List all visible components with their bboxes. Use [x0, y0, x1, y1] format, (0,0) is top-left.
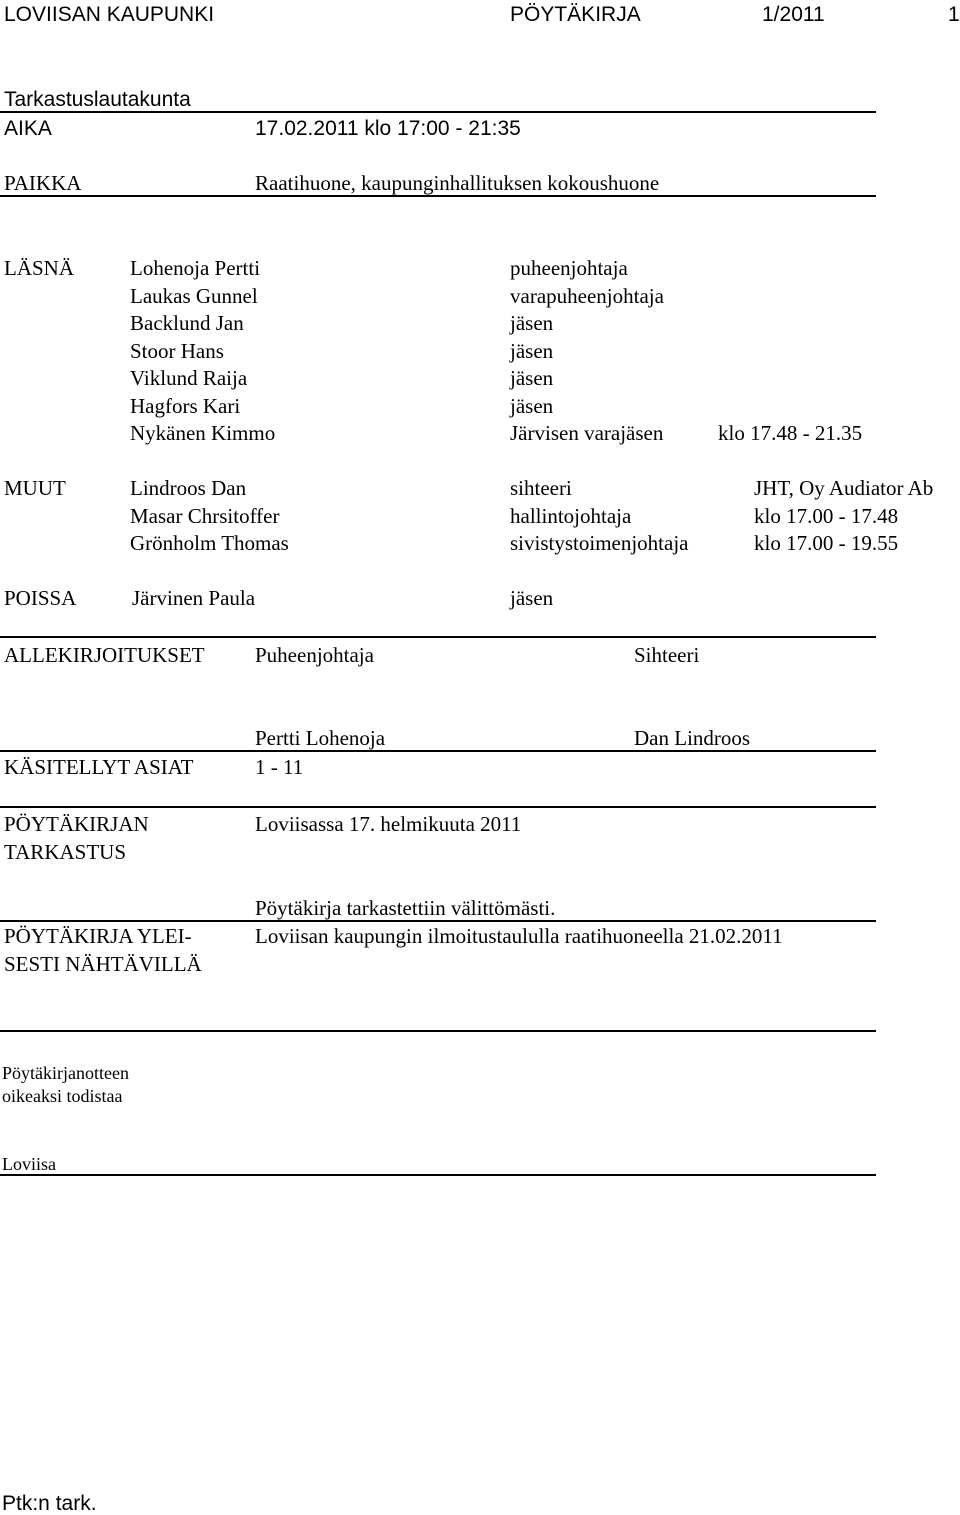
attendee-name: Stoor Hans [130, 339, 224, 363]
attendee-name: Backlund Jan [130, 311, 244, 335]
attendee-name: Viklund Raija [130, 366, 248, 390]
other-name: Masar Chrsitoffer [130, 504, 280, 528]
page-number: 1 [948, 3, 960, 26]
place-label: PAIKKA [4, 171, 82, 195]
divider [0, 750, 876, 752]
attendee-name: Lohenoja Pertti [130, 256, 261, 280]
public-display-value: Loviisan kaupungin ilmoitustaululla raatihuoneella 21.02.2011 [255, 924, 783, 948]
absent-label: POISSA [4, 586, 77, 610]
divider [0, 195, 876, 197]
board-name: Tarkastuslautakunta [4, 88, 191, 111]
attendee-role: jäsen [510, 366, 554, 390]
minutes-inspectors-label: Ptk:n tark. [2, 1492, 97, 1515]
items-handled-label: KÄSITELLYT ASIAT [4, 755, 194, 779]
chair-title: Puheenjohtaja [255, 643, 374, 667]
others-label: MUUT [4, 476, 66, 500]
divider [0, 920, 876, 922]
other-note: klo 17.00 - 17.48 [754, 504, 899, 528]
attendee-time-note: klo 17.48 - 21.35 [718, 421, 863, 445]
absent-role: jäsen [510, 586, 554, 610]
document-number: 1/2011 [762, 3, 825, 26]
attendee-name: Laukas Gunnel [130, 284, 258, 308]
secretary-title: Sihteeri [634, 643, 700, 667]
public-display-label: SESTI NÄHTÄVILLÄ [4, 952, 202, 976]
other-name: Grönholm Thomas [130, 531, 289, 555]
divider [0, 1030, 876, 1032]
place-value: Raatihuone, kaupunginhallituksen kokoushuone [255, 171, 660, 195]
public-display-label: PÖYTÄKIRJA YLEI- [4, 924, 192, 948]
attendee-role: jäsen [510, 394, 554, 418]
inspection-label: PÖYTÄKIRJAN [4, 812, 149, 836]
organization-name: LOVIISAN KAUPUNKI [4, 3, 215, 26]
extract-certified-label: Pöytäkirjanotteen [2, 1063, 129, 1083]
divider [0, 1174, 876, 1176]
chair-name: Pertti Lohenoja [255, 726, 386, 750]
signatures-label: ALLEKIRJOITUKSET [4, 643, 205, 667]
inspection-label: TARKASTUS [4, 840, 127, 864]
extract-place: Loviisa [2, 1154, 56, 1174]
inspection-note: Pöytäkirja tarkastettiin välittömästi. [255, 896, 556, 920]
other-note: JHT, Oy Audiator Ab [754, 476, 934, 500]
extract-certified-label: oikeaksi todistaa [2, 1086, 123, 1106]
attendee-role: puheenjohtaja [510, 256, 628, 280]
divider [0, 806, 876, 808]
other-note: klo 17.00 - 19.55 [754, 531, 899, 555]
absent-name: Järvinen Paula [132, 586, 256, 610]
attendee-role: varapuheenjohtaja [510, 284, 664, 308]
divider [0, 636, 876, 638]
divider [0, 111, 876, 113]
time-label: AIKA [4, 117, 52, 140]
other-role: hallintojohtaja [510, 504, 632, 528]
document-type: PÖYTÄKIRJA [510, 3, 641, 26]
other-name: Lindroos Dan [130, 476, 247, 500]
time-value: 17.02.2011 klo 17:00 - 21:35 [255, 117, 521, 140]
attendee-name: Hagfors Kari [130, 394, 241, 418]
other-role: sihteeri [510, 476, 572, 500]
present-label: LÄSNÄ [4, 256, 75, 280]
attendee-role: Järvisen varajäsen [510, 421, 664, 445]
attendee-role: jäsen [510, 339, 554, 363]
secretary-name: Dan Lindroos [634, 726, 751, 750]
items-handled-value: 1 - 11 [255, 755, 304, 779]
other-role: sivistystoimenjohtaja [510, 531, 689, 555]
attendee-name: Nykänen Kimmo [130, 421, 276, 445]
attendee-role: jäsen [510, 311, 554, 335]
inspection-place-date: Loviisassa 17. helmikuuta 2011 [255, 812, 522, 836]
